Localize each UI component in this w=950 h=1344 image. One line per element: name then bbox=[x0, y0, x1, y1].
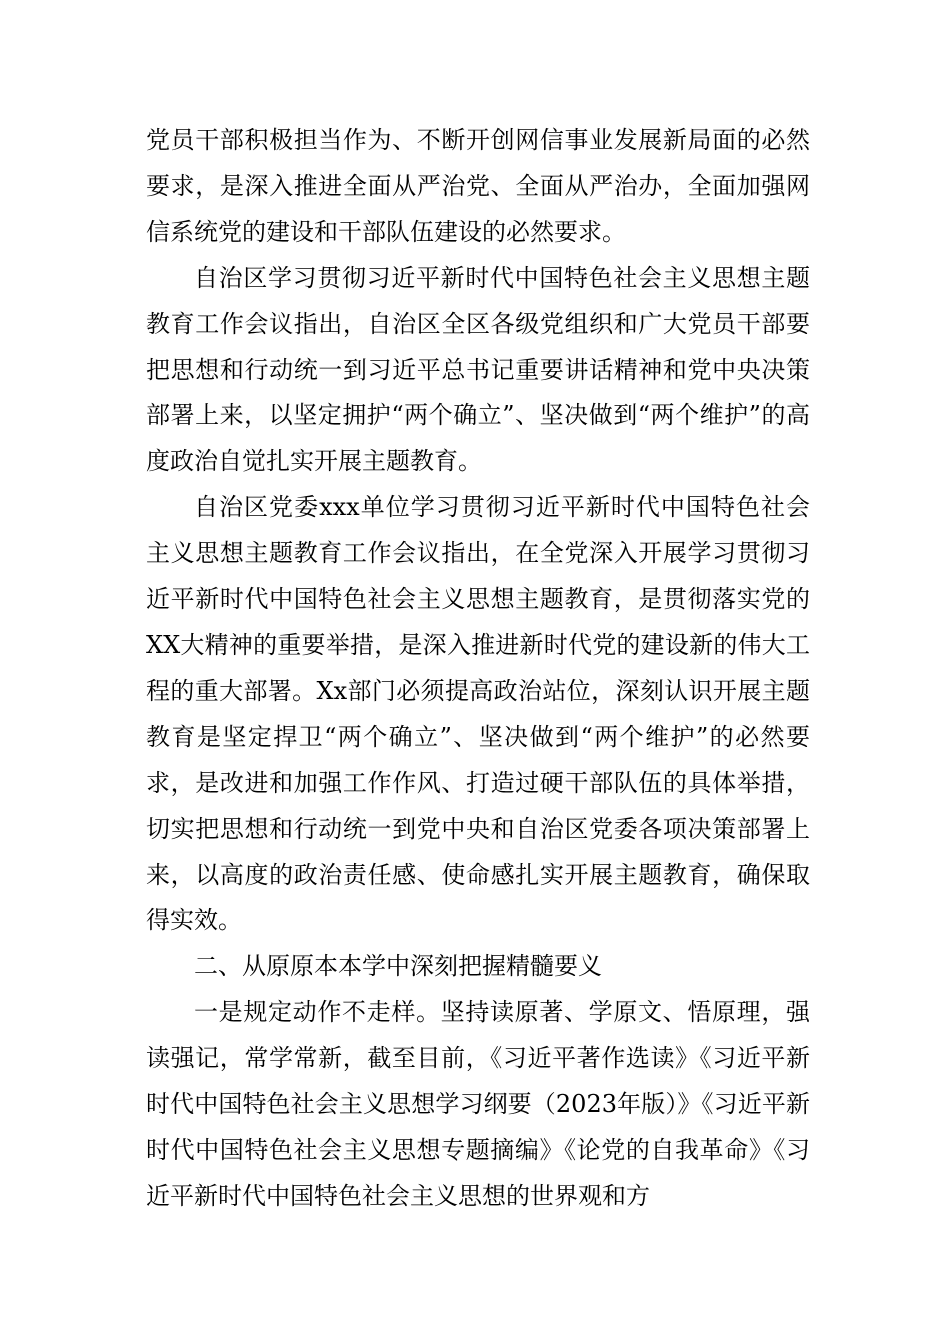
paragraph-2: 自治区学习贯彻习近平新时代中国特色社会主义思想主题教育工作会议指出，自治区全区各级党组织和广大党员干部要把思想和行动统一到习近平总书记重要讲话精神和党中央决策部署上来，以坚定拥护“两个确立”、坚决做到“两个维护”的高度政治自觉扎实开展主题教育。 bbox=[146, 263, 810, 476]
paragraph-4: 一是规定动作不走样。坚持读原著、学原文、悟原理，强读强记，常学常新，截至目前，《习近平著作选读》《习近平新时代中国特色社会主义思想学习纲要（2023年版）》《习近平新时代中国特色社会主义思想专题摘编》《论党的自我革命》《习近平新时代中国特色社会主义思想的世界观和方 bbox=[146, 998, 810, 1210]
paragraph-1: 党员干部积极担当作为、不断开创网信事业发展新局面的必然要求，是深入推进全面从严治党、全面从严治办，全面加强网信系统党的建设和干部队伍建设的必然要求。 bbox=[146, 126, 810, 246]
document-page bbox=[146, 118, 810, 1220]
section-heading: 二、从原原本本学中深刻把握精髓要义 bbox=[194, 952, 602, 981]
paragraph-3: 自治区党委xxx单位学习贯彻习近平新时代中国特色社会主义思想主题教育工作会议指出，在全党深入开展学习贯彻习近平新时代中国特色社会主义思想主题教育，是贯彻落实党的 XX大精神的重要举措，是深入推进新时代党的建设新的伟大工程的重大部署。Xx部门必须提高政治站位，深刻认识开展主题教育是坚定捍卫“两个确立”、坚决做到“两个维护”的必然要求，是改进和加强工作作风、打造过硬干部队伍的具体举措，切实把思想和行动统一到党中央和自治区党委各项决策部署上来，以高度的政治责任感、使命感扎实开展主题教育，确保取得实效。 bbox=[146, 493, 810, 935]
